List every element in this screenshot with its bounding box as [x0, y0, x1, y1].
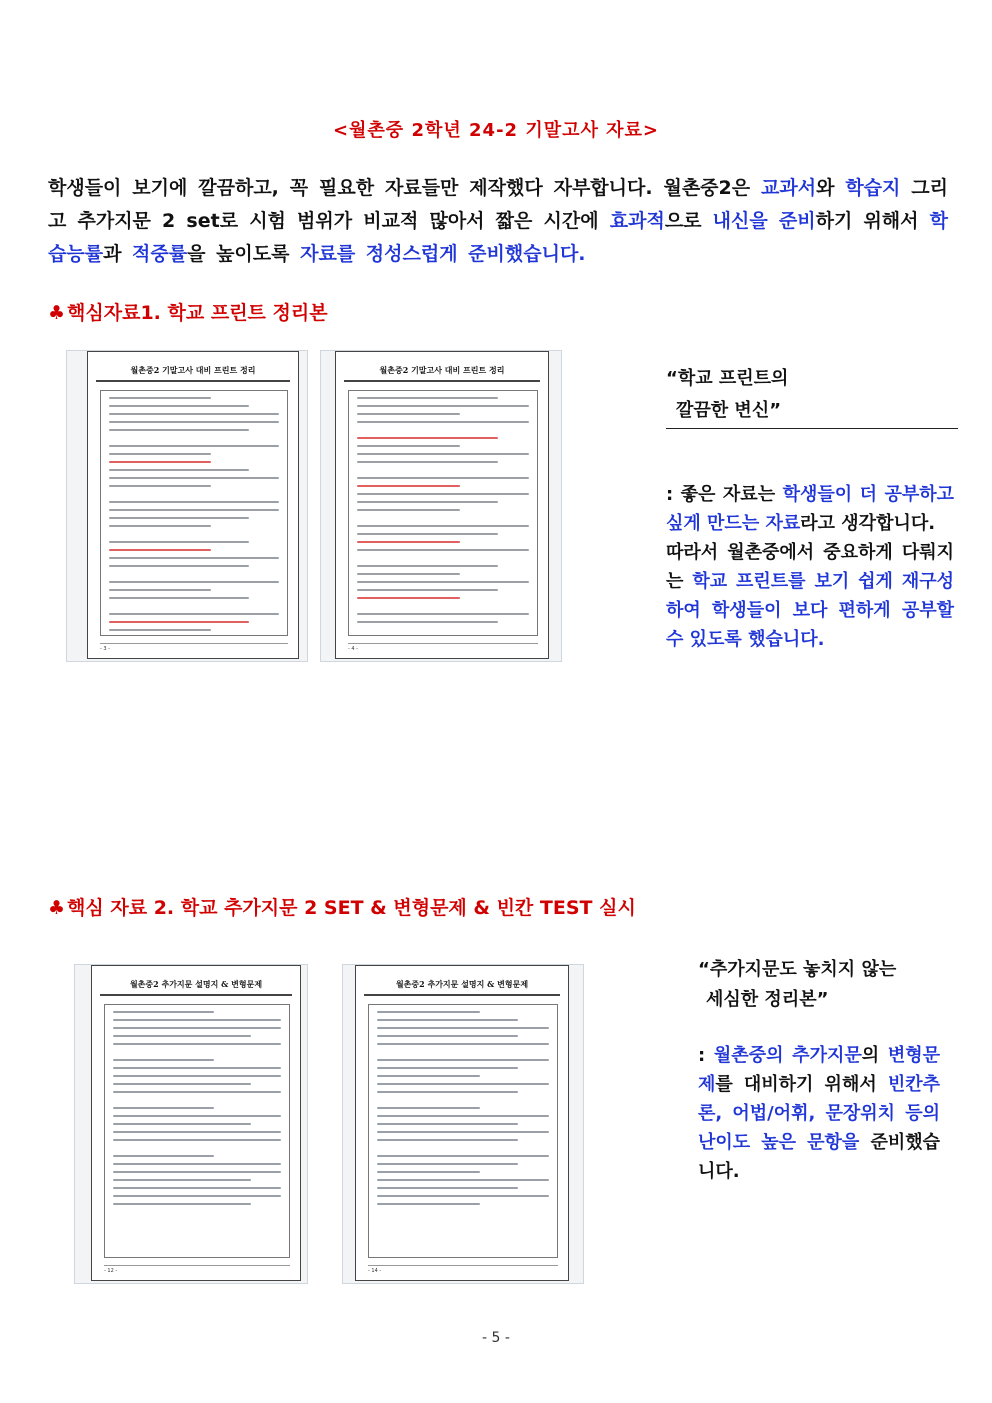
- thumb-footer: [368, 1265, 558, 1274]
- quote-line: 깔끔한 변신”: [666, 396, 958, 429]
- thumb-footer: [100, 643, 288, 652]
- description-highlight: 월촌중의 추가지문: [713, 1045, 862, 1066]
- intro-text: 그리고 추가지문 2 set로 시험 범위가 비교적 많아서 짧은 시간에: [48, 177, 948, 232]
- description-text: 라고 생각합니다.: [800, 513, 936, 534]
- thumb-body: [100, 390, 288, 636]
- extra-page-12: [91, 965, 301, 1281]
- intro-highlight: 자료를 정성스럽게 준비했습니다.: [300, 243, 586, 265]
- description-highlight: 학생들이 더 공부하고 싶게 만드는 자료: [666, 484, 954, 534]
- print-page-4: [335, 351, 549, 659]
- extra-thumbnail-right: [342, 964, 584, 1284]
- page-title: <월촌중 2학년 24-2 기말고사 자료>: [332, 120, 660, 141]
- description-highlight: 변형문제: [698, 1045, 941, 1095]
- print-thumbnail-left: [66, 350, 308, 662]
- description-text: 를 대비하기 위해서: [715, 1074, 888, 1095]
- intro-text: 과: [103, 243, 133, 265]
- club-icon: ♣: [48, 302, 66, 324]
- extra-page-14: [355, 965, 569, 1281]
- thumb-title: 월촌중2 기말고사 대비 프린트 정리: [130, 365, 256, 375]
- section1-description: [666, 480, 954, 654]
- intro-text: 와: [816, 177, 846, 199]
- print-thumbnail-right: [320, 350, 562, 662]
- description-text: 따라서 월촌중에서 중요하게 다뤄지는: [666, 542, 954, 592]
- description-text: : 좋은 자료는: [666, 484, 783, 505]
- thumb-header: [96, 358, 290, 382]
- thumb-page-number: - 12 -: [104, 1268, 118, 1274]
- page-number: - 5 -: [482, 1330, 510, 1346]
- intro-highlight: 학습능률: [48, 210, 949, 265]
- intro-highlight: 적중률: [132, 243, 188, 265]
- thumb-header: [100, 972, 292, 996]
- description-text: 준비했습니다.: [698, 1132, 940, 1182]
- thumb-header: [364, 972, 560, 996]
- thumb-body: [348, 390, 538, 636]
- thumb-page-number: - 4 -: [348, 646, 358, 652]
- section1-heading-text: 핵심자료1. 학교 프린트 정리본: [67, 302, 328, 324]
- section2-description: [698, 1041, 940, 1186]
- intro-text: 을 높이도록: [187, 243, 301, 265]
- thumb-body: [104, 1004, 290, 1258]
- description-highlight: 빈칸추론, 어법/어휘, 문장위치 등의 난이도 높은 문항을: [698, 1074, 940, 1153]
- description-highlight: 학교 프린트를 보기 쉽게 재구성하여 학생들이 보다 편하게 공부할 수 있도록 했습니다.: [666, 571, 955, 650]
- thumb-body: [368, 1004, 558, 1258]
- intro-highlight: 내신을 준비: [712, 210, 816, 232]
- club-icon: ♣: [48, 897, 66, 919]
- quote-line: 세심한 정리본”: [706, 989, 829, 1010]
- section2-heading: [48, 893, 636, 920]
- thumb-title: 월촌중2 기말고사 대비 프린트 정리: [379, 365, 505, 375]
- thumb-header: [344, 358, 540, 382]
- thumb-page-number: - 14 -: [368, 1268, 382, 1274]
- print-page-3: [87, 351, 299, 659]
- quote-line: “추가지문도 놓치지 않는: [698, 959, 897, 980]
- section1-quote: [666, 364, 958, 429]
- thumb-page-number: - 3 -: [100, 646, 110, 652]
- intro-text: 하기 위해서: [815, 210, 930, 232]
- section1-heading: [48, 298, 328, 325]
- thumb-footer: [348, 643, 538, 652]
- intro-paragraph: [48, 172, 948, 271]
- description-text: :: [698, 1045, 714, 1066]
- thumb-title: 월촌중2 추가지문 설명지 & 변형문제: [129, 979, 263, 989]
- extra-thumbnail-left: [74, 964, 308, 1284]
- thumb-title: 월촌중2 추가지문 설명지 & 변형문제: [395, 979, 529, 989]
- quote-line: “학교 프린트의: [666, 368, 789, 389]
- intro-highlight: 학습지: [845, 177, 901, 199]
- section2-quote: [698, 955, 958, 1015]
- thumb-footer: [104, 1265, 290, 1274]
- intro-text: 으로: [664, 210, 713, 232]
- description-text: 의: [861, 1045, 888, 1066]
- section2-heading-text: 핵심 자료 2. 학교 추가지문 2 SET & 변형문제 & 빈칸 TEST 실시: [67, 897, 636, 919]
- intro-text: 학생들이 보기에 깔끔하고, 꼭 필요한 자료들만 제작했다 자부합니다. 월촌중2은: [48, 177, 761, 199]
- intro-highlight: 효과적: [609, 210, 665, 232]
- intro-highlight: 교과서: [761, 177, 817, 199]
